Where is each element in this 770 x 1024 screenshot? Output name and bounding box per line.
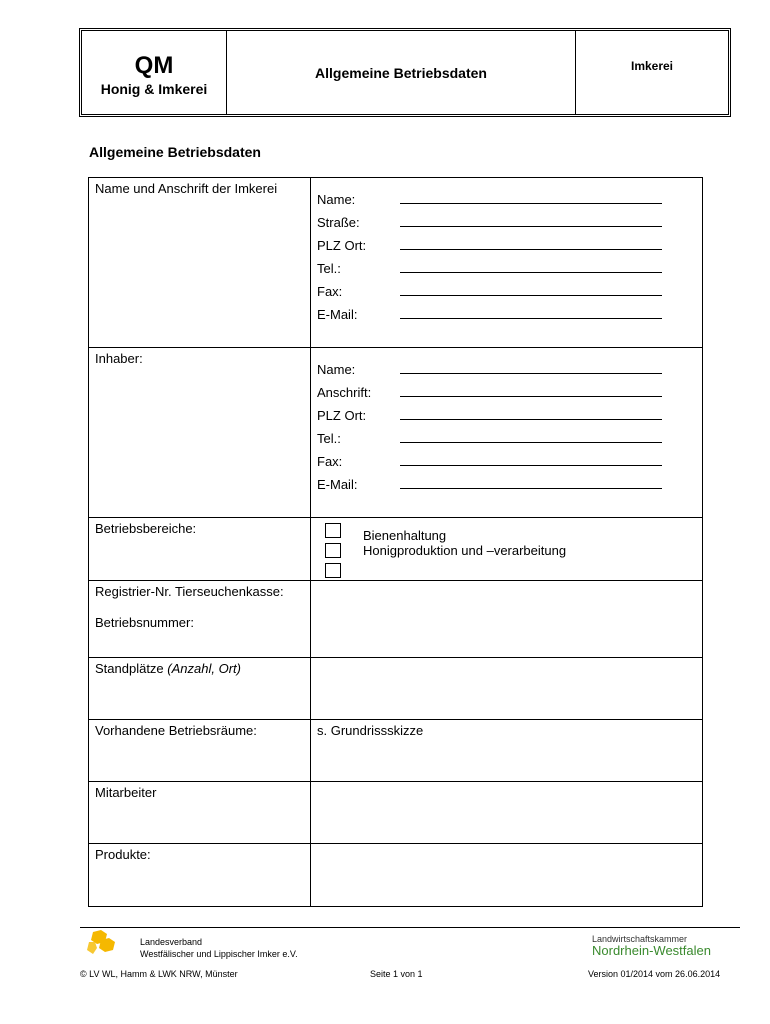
imkerei-fields	[311, 178, 703, 348]
imkerei-email-field[interactable]: E-Mail:	[317, 299, 702, 322]
table-row	[89, 581, 703, 658]
table-row	[89, 782, 703, 844]
inhaber-email-field[interactable]: E-Mail:	[317, 469, 702, 492]
betriebsraeume-value[interactable]: s. Grundrissskizze	[311, 720, 703, 782]
checkbox[interactable]	[325, 563, 341, 578]
document-header	[79, 28, 731, 117]
registrier-value[interactable]	[311, 581, 703, 658]
input-line[interactable]	[400, 432, 662, 443]
input-line[interactable]	[400, 308, 662, 319]
standplaetze-label: Standplätze (Anzahl, Ort)	[89, 658, 311, 720]
input-line[interactable]	[400, 193, 662, 204]
footer-version: Version 01/2014 vom 26.06.2014	[588, 969, 721, 979]
checkbox[interactable]	[325, 523, 341, 538]
registrier-label	[89, 581, 311, 658]
input-line[interactable]	[400, 478, 662, 489]
input-line[interactable]	[400, 455, 662, 466]
inhaber-fields	[311, 348, 703, 518]
lwk-logo: Landwirtschaftskammer Nordrhein-Westfalen	[592, 934, 711, 958]
betriebsbereiche-options	[311, 518, 703, 581]
input-line[interactable]	[400, 262, 662, 273]
footer-divider	[80, 927, 740, 928]
betriebsbereiche-label: Betriebsbereiche:	[89, 518, 311, 581]
input-line[interactable]	[400, 409, 662, 420]
produkte-value[interactable]	[311, 844, 703, 907]
option-bienenhaltung[interactable]: Bienenhaltung	[317, 520, 702, 540]
imkerei-name-field[interactable]: Name:	[317, 184, 702, 207]
footer-org: Landesverband Westfälischer und Lippischer Imker e.V.	[140, 937, 298, 959]
produkte-label: Produkte:	[89, 844, 311, 907]
betriebsraeume-label: Vorhandene Betriebsräume:	[89, 720, 311, 782]
table-row	[89, 518, 703, 581]
tierseuchenkasse-label: Registrier-Nr. Tierseuchenkasse:	[95, 584, 284, 599]
imkerei-street-field[interactable]: Straße:	[317, 207, 702, 230]
imkerei-fax-field[interactable]: Fax:	[317, 276, 702, 299]
qm-label: QM	[134, 52, 174, 79]
checkbox[interactable]	[325, 543, 341, 558]
betriebsnummer-label: Betriebsnummer:	[95, 615, 194, 630]
imkerei-city-field[interactable]: PLZ Ort:	[317, 230, 702, 253]
bee-logo-icon	[85, 928, 121, 963]
inhaber-label: Inhaber:	[89, 348, 311, 518]
footer-page-number: Seite 1 von 1	[370, 969, 423, 979]
input-line[interactable]	[400, 363, 662, 374]
imkerei-label: Name und Anschrift der Imkerei	[89, 178, 311, 348]
imkerei-phone-field[interactable]: Tel.:	[317, 253, 702, 276]
inhaber-city-field[interactable]: PLZ Ort:	[317, 400, 702, 423]
option-empty[interactable]	[317, 560, 702, 580]
org-name: Honig & Imkerei	[100, 81, 208, 97]
mitarbeiter-value[interactable]	[311, 782, 703, 844]
inhaber-address-field[interactable]: Anschrift:	[317, 377, 702, 400]
input-line[interactable]	[400, 285, 662, 296]
header-title: Allgemeine Betriebsdaten	[227, 31, 576, 114]
table-row	[89, 658, 703, 720]
standplaetze-value[interactable]	[311, 658, 703, 720]
section-title: Allgemeine Betriebsdaten	[89, 144, 261, 160]
header-org-cell	[82, 31, 227, 114]
table-row	[89, 844, 703, 907]
footer-copyright: © LV WL, Hamm & LWK NRW, Münster	[80, 969, 238, 979]
option-honigproduktion[interactable]: Honigproduktion und –verarbeitung	[317, 540, 702, 560]
table-row	[89, 720, 703, 782]
inhaber-phone-field[interactable]: Tel.:	[317, 423, 702, 446]
table-row	[89, 178, 703, 348]
input-line[interactable]	[400, 386, 662, 397]
form-table	[88, 177, 703, 907]
inhaber-name-field[interactable]: Name:	[317, 354, 702, 377]
input-line[interactable]	[400, 216, 662, 227]
table-row	[89, 348, 703, 518]
header-right-label: Imkerei	[630, 59, 674, 73]
inhaber-fax-field[interactable]: Fax:	[317, 446, 702, 469]
mitarbeiter-label: Mitarbeiter	[89, 782, 311, 844]
input-line[interactable]	[400, 239, 662, 250]
